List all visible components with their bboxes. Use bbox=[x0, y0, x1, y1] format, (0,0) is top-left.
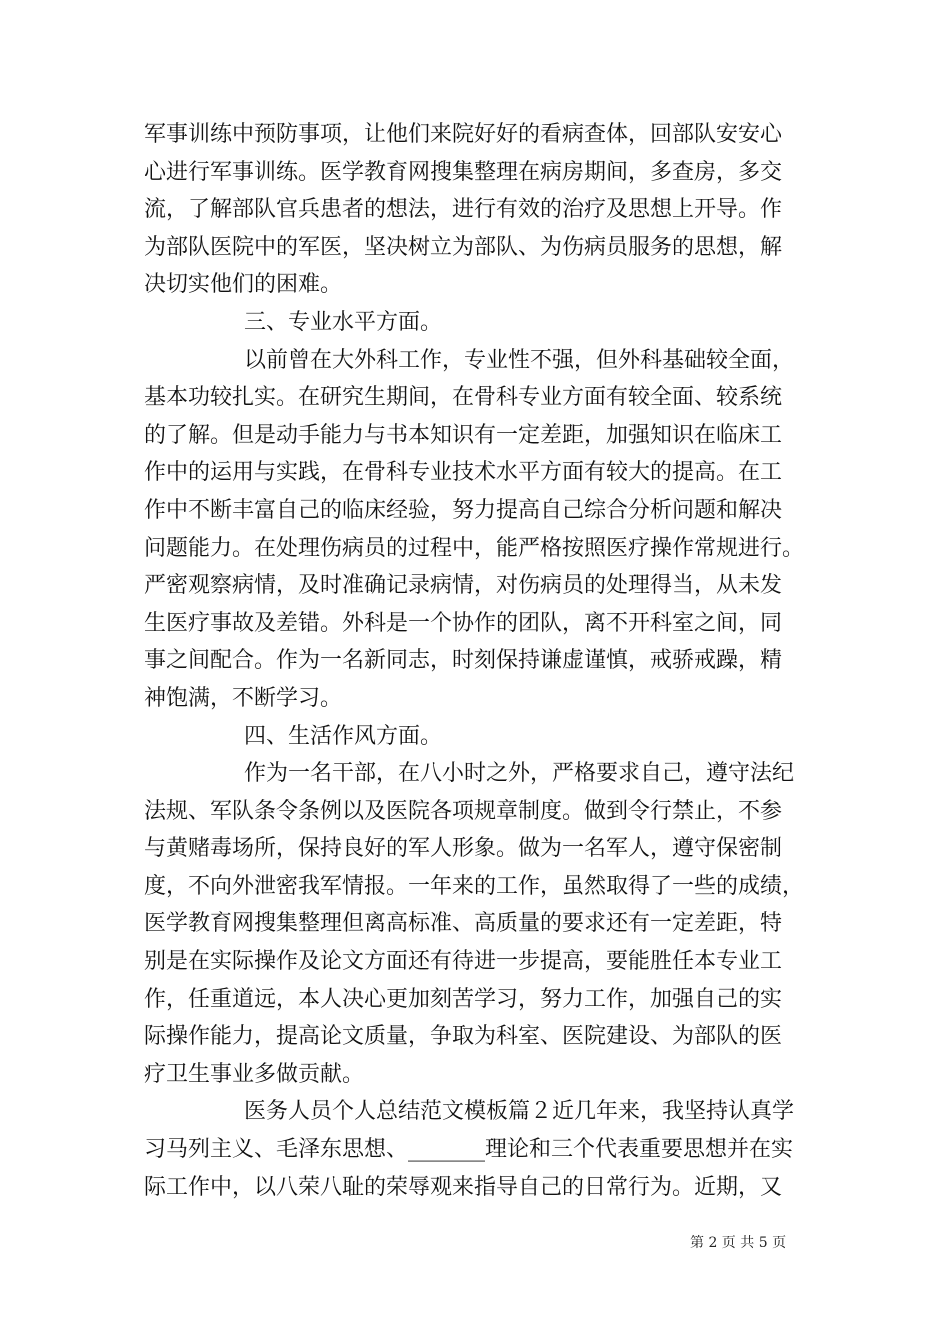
text-line: 三、专业水平方面。 bbox=[244, 309, 443, 335]
page-number: 第 2 页 共 5 页 bbox=[690, 1235, 787, 1251]
text-line: 为部队医院中的军医，坚决树立为部队、为伤病员服务的思想，解 bbox=[144, 234, 783, 260]
text-line: 的了解。但是动手能力与书本知识有一定差距，加强知识在临床工 bbox=[144, 422, 783, 448]
text-line: 别是在实际操作及论文方面还有待进一步提高，要能胜任本专业工 bbox=[144, 949, 783, 975]
text-line: 生医疗事故及差错。外科是一个协作的团队，离不开科室之间，同 bbox=[144, 610, 783, 636]
text-line: 以前曾在大外科工作，专业性不强，但外科基础较全面， bbox=[244, 347, 795, 373]
text-line: 神饱满，不断学习。 bbox=[144, 685, 343, 711]
text-line: 医务人员个人总结范文模板篇２近几年来，我坚持认真学 bbox=[244, 1099, 795, 1125]
text-line: 作中不断丰富自己的临床经验，努力提高自己综合分析问题和解决 bbox=[144, 497, 783, 523]
text-line: 流，了解部队官兵患者的想法，进行有效的治疗及思想上开导。作 bbox=[144, 197, 783, 223]
text-line: 作为一名干部，在八小时之外，严格要求自己，遵守法纪 bbox=[244, 761, 795, 787]
text-line: 疗卫生事业多做贡献。 bbox=[144, 1061, 365, 1087]
text-line: 心进行军事训练。医学教育网搜集整理在病房期间，多查房，多交 bbox=[144, 159, 783, 185]
text-line: 度，不向外泄密我军情报。一年来的工作，虽然取得了一些的成绩， bbox=[144, 873, 805, 899]
text-line: 际工作中，以八荣八耻的荣辱观来指导自己的日常行为。近期，又 bbox=[144, 1174, 783, 1200]
text-line: 作，任重道远，本人决心更加刻苦学习，努力工作，加强自己的实 bbox=[144, 986, 783, 1012]
text-line: 法规、军队条令条例以及医院各项规章制度。做到令行禁止，不参 bbox=[144, 798, 783, 824]
text-line: 习马列主义、毛泽东思想、_______理论和三个代表重要思想并在实 bbox=[144, 1137, 794, 1163]
paragraph bbox=[144, 304, 814, 342]
text-line: 问题能力。在处理伤病员的过程中，能严格按照医疗操作常规进行。 bbox=[144, 535, 805, 561]
text-line: 际操作能力，提高论文质量，争取为科室、医院建设、为部队的医 bbox=[144, 1024, 783, 1050]
text-line: 事之间配合。作为一名新同志，时刻保持谦虚谨慎，戒骄戒躁，精 bbox=[144, 648, 783, 674]
paragraph bbox=[144, 1093, 814, 1206]
text-line: 决切实他们的困难。 bbox=[144, 272, 343, 298]
text-line: 医学教育网搜集整理但离高标准、高质量的要求还有一定差距，特 bbox=[144, 911, 783, 937]
text-line: 军事训练中预防事项，让他们来院好好的看病查体，回部队安安心 bbox=[144, 122, 783, 147]
paragraph bbox=[144, 116, 814, 304]
text-line: 基本功较扎实。在研究生期间，在骨科专业方面有较全面、较系统 bbox=[144, 385, 783, 411]
document-body bbox=[144, 116, 814, 1206]
text-line: 四、生活作风方面。 bbox=[244, 723, 443, 749]
paragraph bbox=[144, 342, 814, 718]
text-line: 作中的运用与实践，在骨科专业技术水平方面有较大的提高。在工 bbox=[144, 460, 783, 486]
paragraph bbox=[144, 718, 814, 756]
text-line: 严密观察病情，及时准确记录病情，对伤病员的处理得当，从未发 bbox=[144, 573, 783, 599]
text-line: 与黄赌毒场所，保持良好的军人形象。做为一名军人，遵守保密制 bbox=[144, 836, 783, 862]
paragraph bbox=[144, 755, 814, 1093]
